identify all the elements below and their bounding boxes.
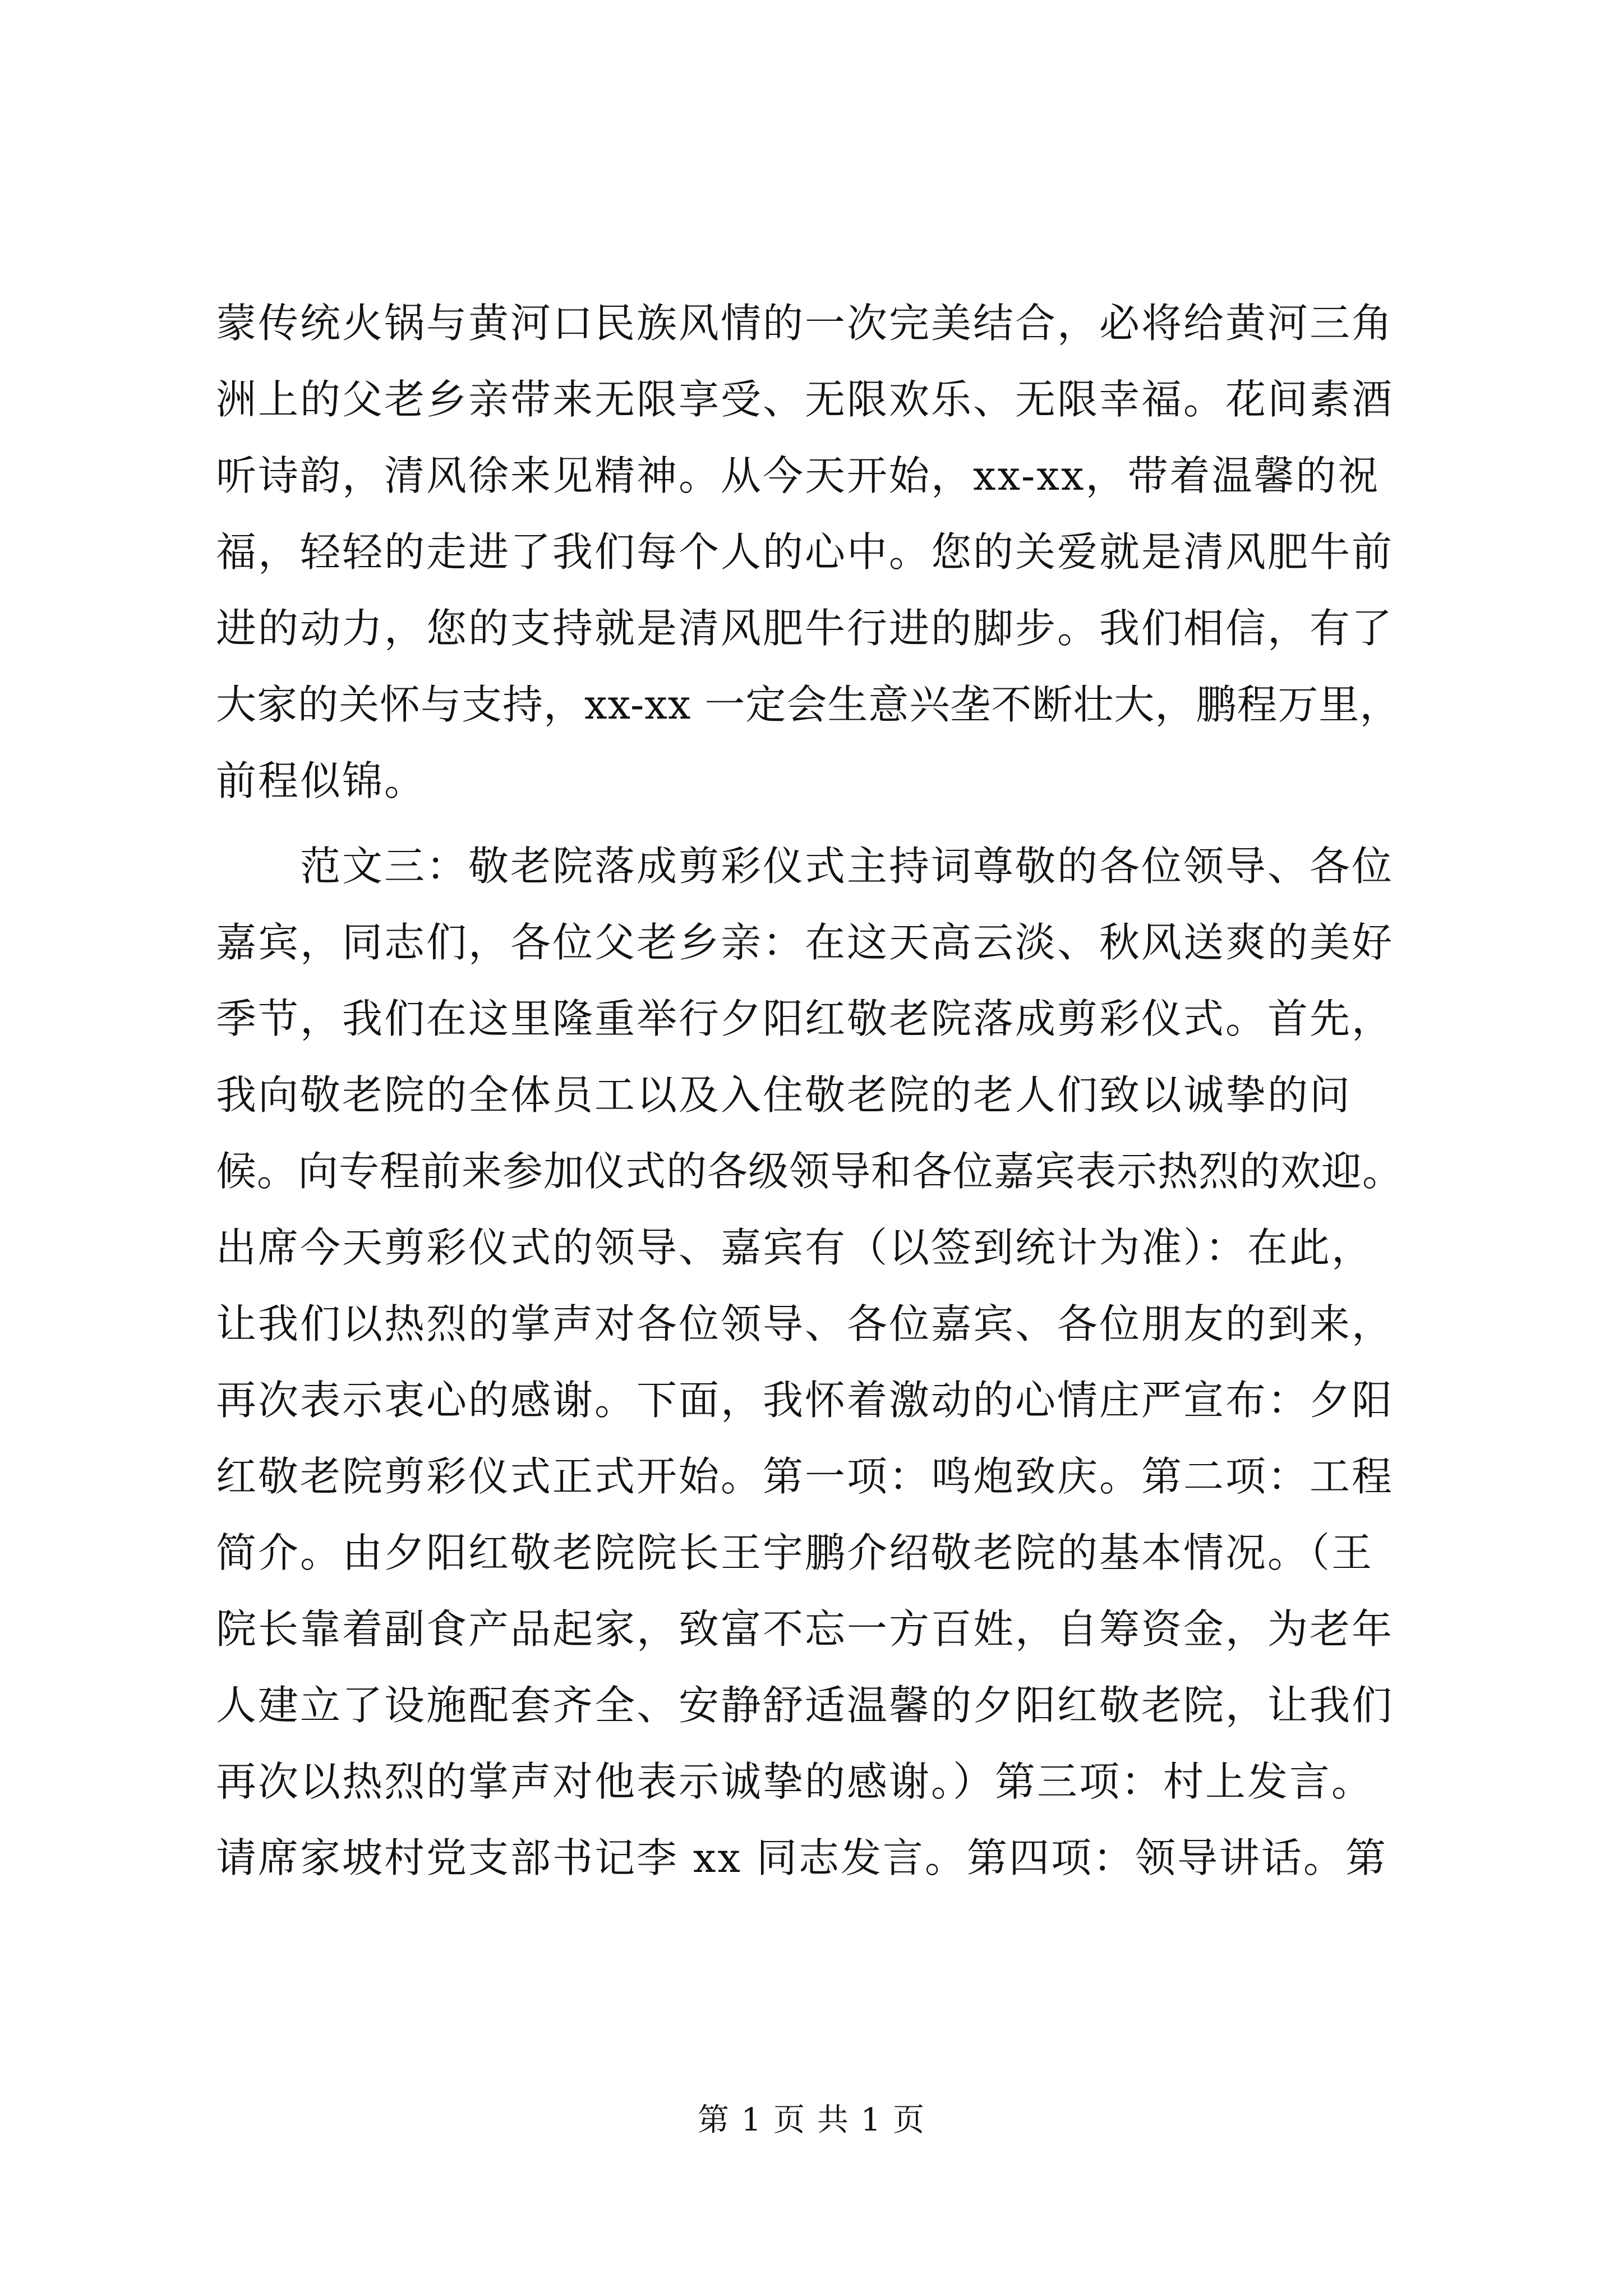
page-number-label: 第 1 页 共 1 页 (697, 2102, 926, 2138)
text-line-2: 洲上的父老乡亲带来无限享受、无限欢乐、无限幸福。花间素酒 (216, 376, 1394, 423)
text-line-17: 简介。由夕阳红敬老院院长王宇鹏介绍敬老院的基本情况。（王 (216, 1529, 1374, 1576)
text-line-6: 大家的关怀与支持，xx-xx 一定会生意兴垄不断壮大，鹏程万里， (216, 681, 1401, 728)
text-line-19: 人建立了设施配套齐全、安静舒适温馨的夕阳红敬老院，让我们 (216, 1682, 1394, 1729)
text-line-11: 我向敬老院的全体员工以及入住敬老院的老人们致以诚挚的问 (216, 1071, 1352, 1119)
text-line-12: 候。向专程前来参加仪式的各级领导和各位嘉宾表示热烈的欢迎。 (216, 1148, 1404, 1195)
body-text (216, 285, 1413, 1896)
text-line-18: 院长靠着副食产品起家，致富不忘一方百姓，自筹资金，为老年 (216, 1605, 1394, 1653)
text-line-3: 听诗韵，清风徐来见精神。从今天开始，xx-xx，带着温馨的祝 (216, 452, 1380, 499)
text-line-7: 前程似锦。 (216, 757, 427, 804)
text-line-13: 出席今天剪彩仪式的领导、嘉宾有（以签到统计为准）：在此， (216, 1224, 1374, 1271)
text-line-9: 嘉宾，同志们，各位父老乡亲：在这天高云淡、秋风送爽的美好 (216, 919, 1394, 966)
text-line-10: 季节，我们在这里隆重举行夕阳红敬老院落成剪彩仪式。首先， (216, 995, 1394, 1042)
page-footer (0, 2101, 1623, 2140)
text-line-4: 福，轻轻的走进了我们每个人的心中。您的关爱就是清风肥牛前 (216, 528, 1394, 576)
text-line-21: 请席家坡村党支部书记李 xx 同志发言。第四项：领导讲话。第 (216, 1834, 1387, 1881)
text-line-5: 进的动力，您的支持就是清风肥牛行进的脚步。我们相信，有了 (216, 605, 1394, 652)
text-line-14: 让我们以热烈的掌声对各位领导、各位嘉宾、各位朋友的到来， (216, 1300, 1394, 1347)
text-line-1: 蒙传统火锅与黄河口民族风情的一次完美结合，必将给黄河三角 (216, 300, 1394, 347)
text-line-20: 再次以热烈的掌声对他表示诚挚的感谢。）第三项：村上发言。 (216, 1758, 1374, 1805)
text-line-8: 范文三：敬老院落成剪彩仪式主持词尊敬的各位领导、各位 (300, 843, 1394, 890)
text-line-15: 再次表示衷心的感谢。下面，我怀着激动的心情庄严宣布：夕阳 (216, 1377, 1394, 1424)
text-line-16: 红敬老院剪彩仪式正式开始。第一项：鸣炮致庆。第二项：工程 (216, 1453, 1394, 1500)
